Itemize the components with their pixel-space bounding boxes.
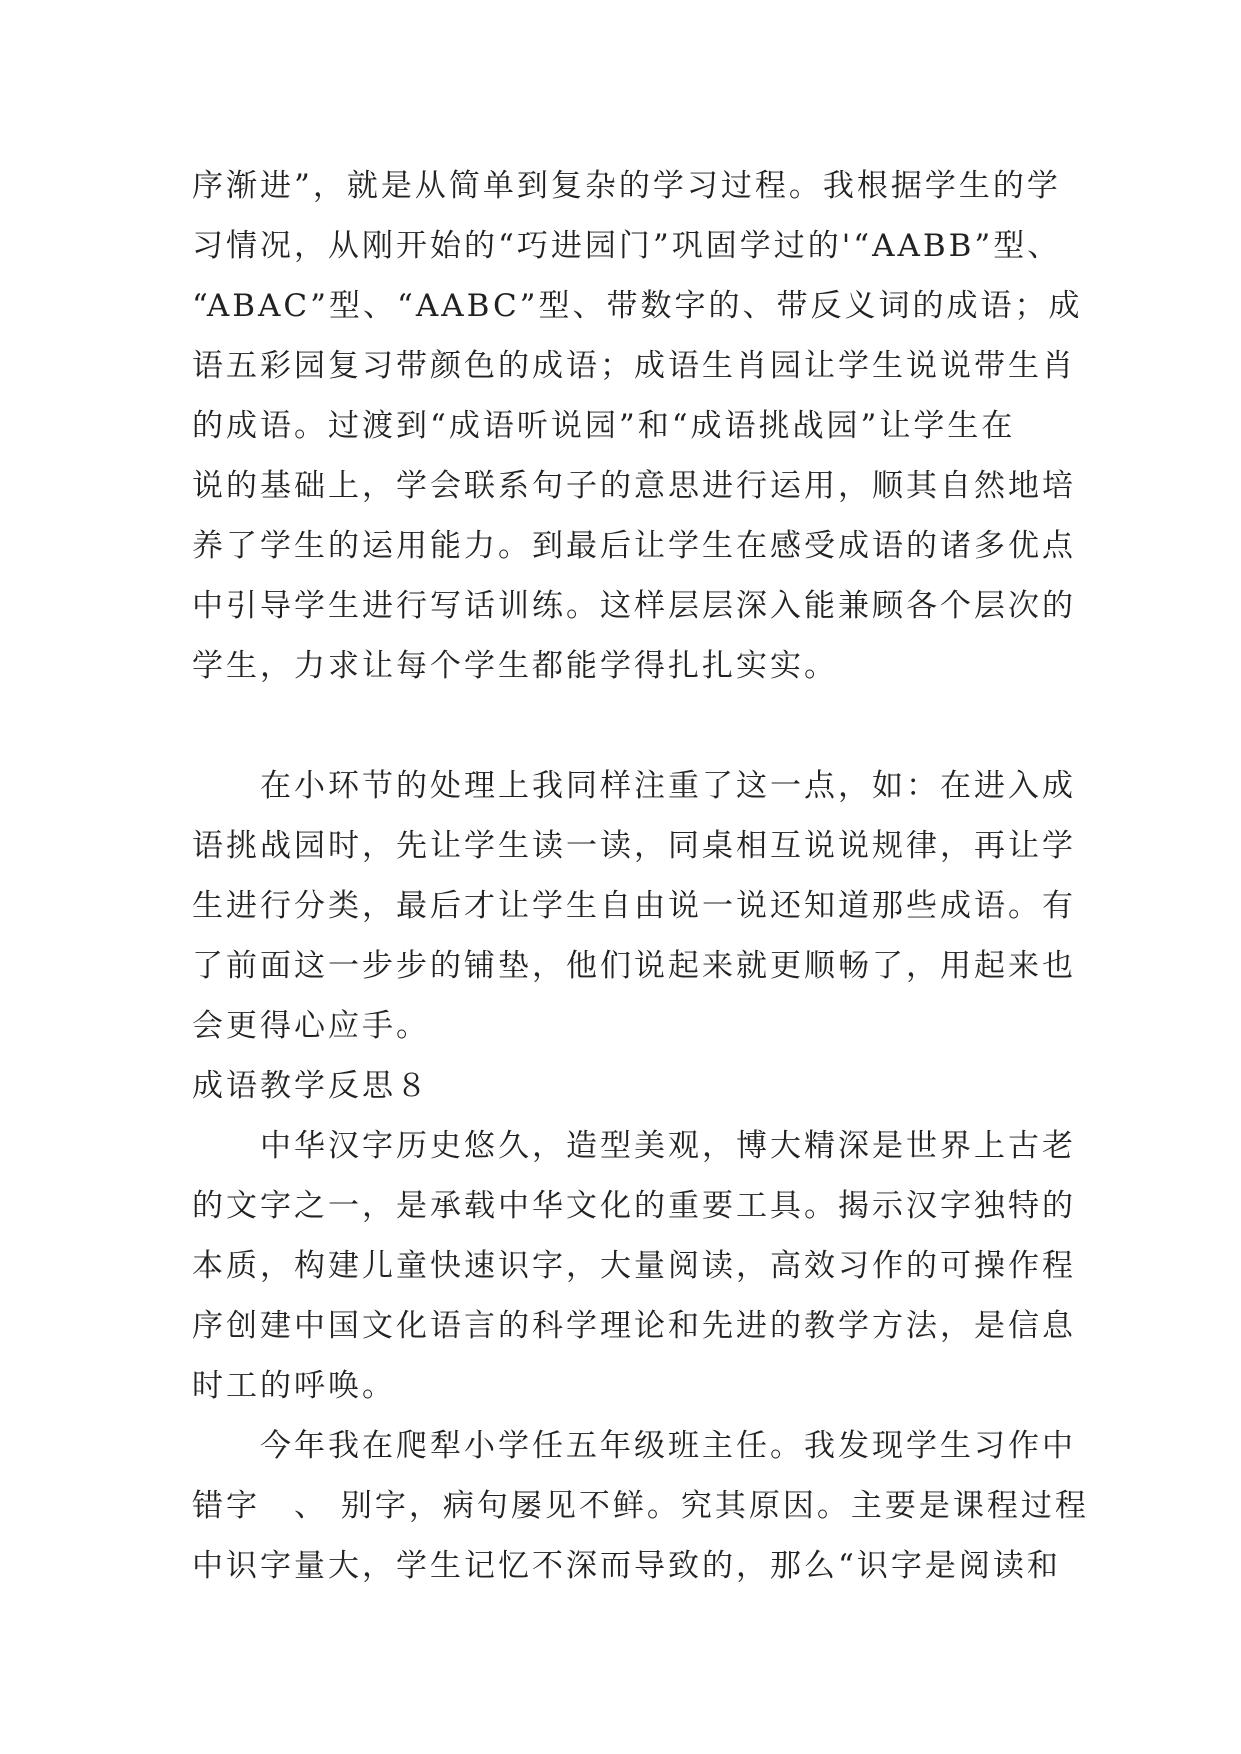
- text-line: 语五彩园复习带颜色的成语；成语生肖园让学生说说带生肖: [192, 348, 1076, 384]
- document-body: [192, 156, 1112, 1596]
- heading-line: 成语教学反思８: [192, 1068, 430, 1104]
- paragraph: [192, 156, 1112, 696]
- text-line: 时工的呼唤。: [192, 1368, 396, 1404]
- text-line: 习情况，从刚开始的“巧进园门”巩固学过的'“AABB”型、: [192, 228, 1062, 264]
- text-line: 生进行分类，最后才让学生自由说一说还知道那些成语。有: [192, 888, 1076, 924]
- paragraph-gap: [192, 696, 1112, 726]
- paragraph: [192, 756, 1112, 1056]
- text-line: 中识字量大，学生记忆不深而导致的，那么“识字是阅读和: [192, 1548, 1061, 1584]
- paragraph: [192, 1416, 1112, 1596]
- text-line: “ABAC”型、“AABC”型、带数字的、带反义词的成语；成: [192, 288, 1083, 324]
- section-heading: [192, 1056, 1112, 1116]
- text-line: 养了学生的运用能力。到最后让学生在感受成语的诸多优点: [192, 528, 1076, 564]
- text-line: 的文字之一，是承载中华文化的重要工具。揭示汉字独特的: [192, 1188, 1076, 1224]
- text-line: 学生，力求让每个学生都能学得扎扎实实。: [192, 648, 838, 684]
- text-line: 说的基础上，学会联系句子的意思进行运用，顺其自然地培: [192, 468, 1076, 504]
- paragraph-gap: [192, 726, 1112, 756]
- text-line: 会更得心应手。: [192, 1008, 430, 1044]
- text-line: 中华汉字历史悠久，造型美观，博大精深是世界上古老: [192, 1128, 1076, 1164]
- text-line: 序渐进”，就是从简单到复杂的学习过程。我根据学生的学: [192, 168, 1061, 204]
- paragraph: [192, 1116, 1112, 1416]
- text-line: 中引导学生进行写话训练。这样层层深入能兼顾各个层次的: [192, 588, 1076, 624]
- text-line: 了前面这一步步的铺垫，他们说起来就更顺畅了，用起来也: [192, 948, 1076, 984]
- text-line: 在小环节的处理上我同样注重了这一点，如：在进入成: [192, 768, 1076, 804]
- text-line: 本质，构建儿童快速识字，大量阅读，高效习作的可操作程: [192, 1248, 1076, 1284]
- text-line: 今年我在爬犁小学任五年级班主任。我发现学生习作中: [192, 1428, 1076, 1464]
- text-line: 语挑战园时，先让学生读一读，同桌相互说说规律，再让学: [192, 828, 1076, 864]
- text-line: 的成语。过渡到“成语听说园”和“成语挑战园”让学生在: [192, 408, 1016, 444]
- text-line: 序创建中国文化语言的科学理论和先进的教学方法，是信息: [192, 1308, 1076, 1344]
- text-line: 错字 、 别字，病句屡见不鲜。究其原因。主要是课程过程: [192, 1488, 1089, 1524]
